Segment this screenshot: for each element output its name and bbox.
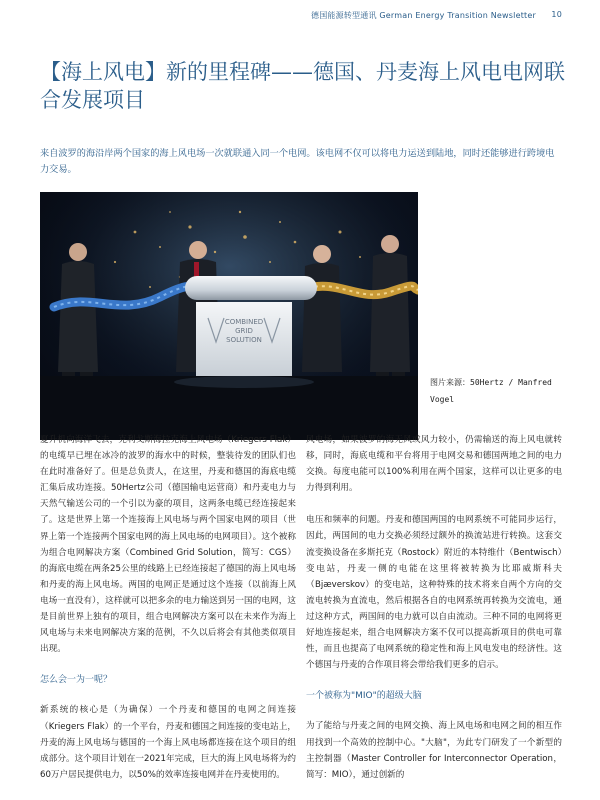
article-title: 【海上风电】新的里程碑——德国、丹麦海上风电电网联合发展项目 <box>40 60 565 112</box>
photo-illustration <box>40 192 418 440</box>
right-paragraph-1: 风电场，如果波罗的海无风或风力较小，仍需输送的海上风电就转移，同时，海底电缆和平台将用于电网交易和德国两地之间的电力交换。每度电能可以100%利用在两个国家，这样可以让更多的电力得到利用。 <box>306 435 562 494</box>
page-number: 10 <box>551 10 562 19</box>
right-column <box>306 432 562 783</box>
left-subheading: 怎么会一为一呢？ <box>40 675 113 686</box>
newsletter-name: 德国能源转型通讯 German Energy Transition Newsletter <box>311 11 536 20</box>
photo-caption: 图片来源：50Hertz / Manfred Vogel <box>430 378 552 404</box>
right-subheading: 一个被称为"MIO"的超级大脑 <box>306 691 422 702</box>
left-paragraph-1: 夏升机向海洋飞去，克利戈斯海拉克海上风电场（Kriegers Flak）的电缆早已埋在冰冷的波罗的海水中的时候，整装待发的团队们也在此时准备好了。但是总负责人，在这里，丹麦和德国的海底电缆汇集后成功连接。50Hertz公司（德国输电运营商）和丹麦电力与天然气输送公司的一个引以为豪的项目，这两条电缆已经连接起来了。这是世界上第一个连接海上风电场与两个国家电网的项目（世界上第一个连接两个国家电网的海上风电场的电网项目）。这个被称为组合电网解决方案（Combined Grid Solution，简写：CGS）的海底电缆在两条25公里的线路上已经连接起了德国的海上风电场和丹麦的海上风电场。两国的电网正是通过这个连接（以前海上风电场一直没有），这样就可以把多余的电力输送到另一国的电网，这是目前世界上独有的项目，组合电网解决方案可以在未来作为海上风电场与未来电网解决方案的范例，不久以后将会有其他类似项目出现。 <box>40 435 296 655</box>
sign-line-3: SOLUTION <box>226 336 262 344</box>
left-paragraph-2: 新系统的核心是（为确保）一个丹麦和德国的电网之间连接（Kriegers Flak）的一个平台，丹麦和德国之间连接的变电站上，丹麦的海上风电场与德国的一个海上风电场都连接在这个项目的组成部分。这个项目计划在一2021年完成，巨大的海上风电场将为约60万户居民提供电力，以50%的效率连接电网并在丹麦使用的。 <box>40 705 296 780</box>
sign-line-2: GRID <box>235 327 253 335</box>
article-intro: 来自波罗的海沿岸两个国家的海上风电场一次就联通入同一个电网。该电网不仅可以将电力运送到陆地，同时还能够进行跨境电力交易。 <box>40 148 555 175</box>
sign-line-1: COMBINED <box>224 318 264 326</box>
newsletter-header <box>311 10 562 21</box>
right-paragraph-2: 电压和频率的问题。丹麦和德国两国的电网系统不可能同步运行，因此，两国间的电力交换必须经过额外的换流站进行转换。这套交流变换设备在多斯托克（Rostock）附近的本特维什（Bentwisch）变电站，丹麦一侧的电能在这里将被转换为比耶威斯科夫（Bjæverskov）的变电站，这种特殊的技术将来自两个方向的交流电转换为直流电，然后根据各自的电网系统再转换为交流电，通过这种方式，两国间的电力就可以自由流动。三种不同的电网将更好地连接起来，组合电网解决方案不仅可以提高新项目的供电可靠性，而且也提高了电网系统的稳定性和海上风电发电的经济性。这个德国与丹麦的合作项目将会带给我们更多的启示。 <box>306 515 562 671</box>
article-photo <box>40 192 418 440</box>
right-paragraph-3: 为了能给与丹麦之间的电网交换、海上风电场和电网之间的相互作用找到一个高效的控制中心。"大脑"，为此专门研发了一个新型的主控制器（Master Controller for Interconnector Operation，简写：MIO），通过创新的 <box>306 721 562 780</box>
left-column <box>40 432 296 783</box>
